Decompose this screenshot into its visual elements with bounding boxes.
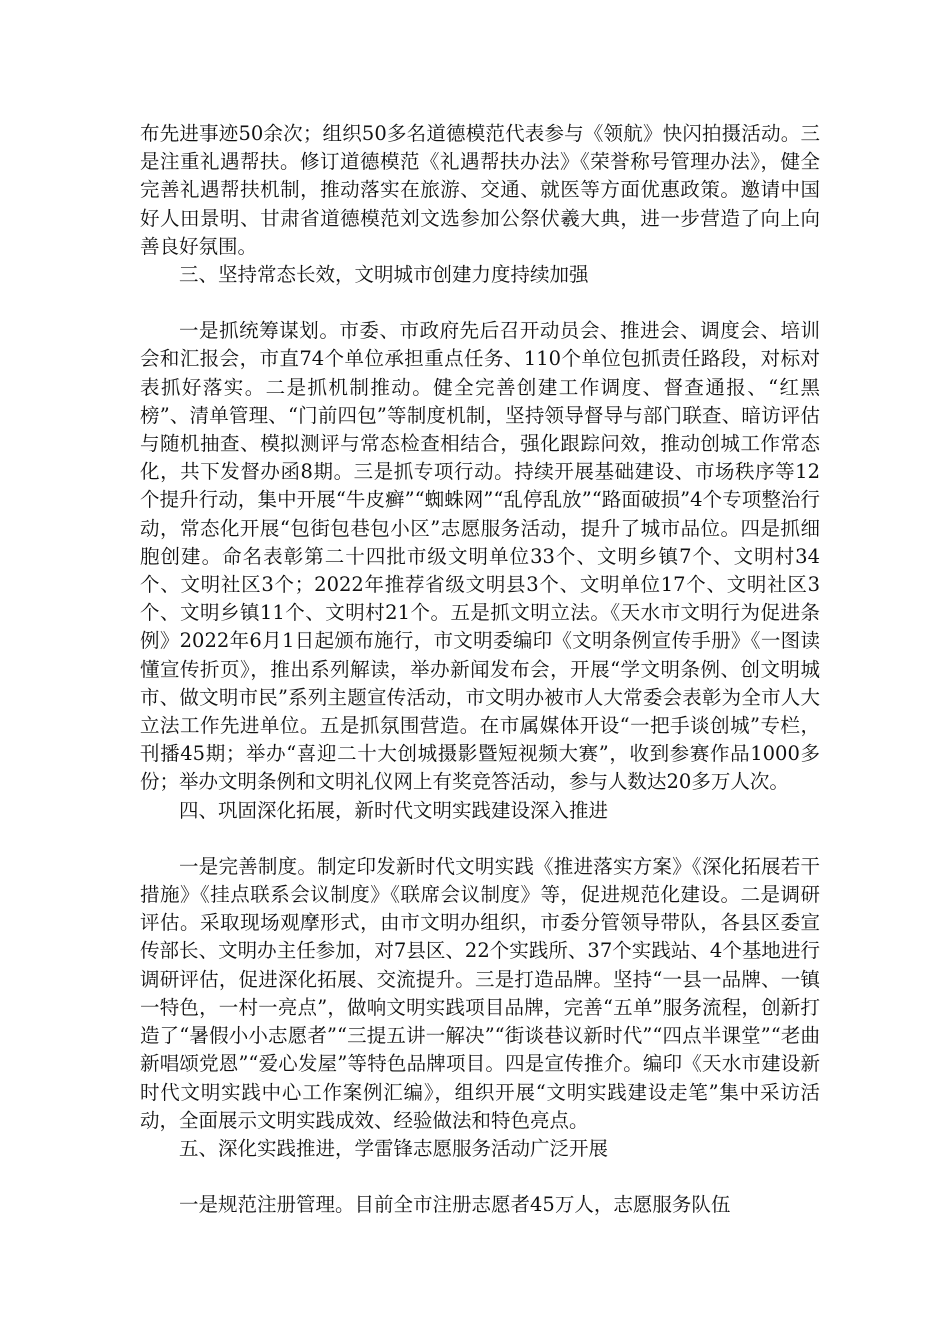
- body-paragraph: 一是规范注册管理。目前全市注册志愿者45万人，志愿服务队伍: [179, 1193, 731, 1217]
- section-heading: 四、巩固深化拓展，新时代文明实践建设深入推进: [179, 798, 609, 822]
- body-paragraph: 一是抓统筹谋划。市委、市政府先后召开动员会、推进会、调度会、培训会和汇报会，市直74个单位承担重点任务、110个单位包抓责任路段，对标对表抓好落实。二是抓机制推动。健全完善创建工作调度、督查通报、“红黑榜”、清单管理、“门前四包”等制度机制，坚持领导督导与部门联查、暗访评估与随机抽查、模拟测评与常态检查相结合，强化跟踪问效，推动创城工作常态化，共下发督办函8期。三是抓专项行动。持续开展基础建设、市场秩序等12个提升行动，集中开展“牛皮癣”“蜘蛛网”“乱停乱放”“路面破损”4个专项整治行动，常态化开展“包街包巷包小区”志愿服务活动，提升了城市品位。四是抓细胞创建。命名表彰第二十四批市级文明单位33个、文明乡镇7个、文明村34个、文明社区3个；2022年推荐省级文明县3个、文明单位17个、文明社区3个、文明乡镇11个、文明村21个。五是抓文明立法。《天水市文明行为促进条例》2022年6月1日起颁布施行，市文明委编印《文明条例宣传手册》《一图读懂宣传折页》，推出系列解读，举办新闻发布会，开展“学文明条例、创文明城市、做文明市民”系列主题宣传活动，市文明办被市人大常委会表彰为全市人大立法工作先进单位。五是抓氛围营造。在市属媒体开设“一把手谈创城”专栏，刊播45期；举办“喜迎二十大创城摄影暨短视频大赛”，收到参赛作品1000多份；举办文明条例和文明礼仪网上有奖竞答活动，参与人数达20多万人次。: [140, 319, 820, 794]
- document-page: [140, 120, 820, 1219]
- section-heading: 三、坚持常态长效，文明城市创建力度持续加强: [179, 263, 589, 287]
- section-heading: 五、深化实践推进，学雷锋志愿服务活动广泛开展: [179, 1136, 609, 1160]
- body-paragraph: 一是完善制度。制定印发新时代文明实践《推进落实方案》《深化拓展若干措施》《挂点联系会议制度》《联席会议制度》等，促进规范化建设。二是调研评估。采取现场观摩形式，由市文明办组织，市委分管领导带队，各县区委宣传部长、文明办主任参加，对7县区、22个实践所、37个实践站、4个基地进行调研评估，促进深化拓展、交流提升。三是打造品牌。坚持“一县一品牌、一镇一特色，一村一亮点”，做响文明实践项目品牌，完善“五单”服务流程，创新打造了“暑假小小志愿者”“三提五讲一解决”“街谈巷议新时代”“四点半课堂”“老曲新唱颂党恩”“爱心发屋”等特色品牌项目。四是宣传推介。编印《天水市建设新时代文明实践中心工作案例汇编》，组织开展“文明实践建设走笔”集中采访活动，全面展示文明实践成效、经验做法和特色亮点。: [140, 854, 820, 1132]
- body-paragraph: 布先进事迹50余次；组织50多名道德模范代表参与《领航》快闪拍摄活动。三是注重礼遇帮扶。修订道德模范《礼遇帮扶办法》《荣誉称号管理办法》，健全完善礼遇帮扶机制，推动落实在旅游、交通、就医等方面优惠政策。邀请中国好人田景明、甘肃省道德模范刘文选参加公祭伏羲大典，进一步营造了向上向善良好氛围。: [140, 122, 820, 258]
